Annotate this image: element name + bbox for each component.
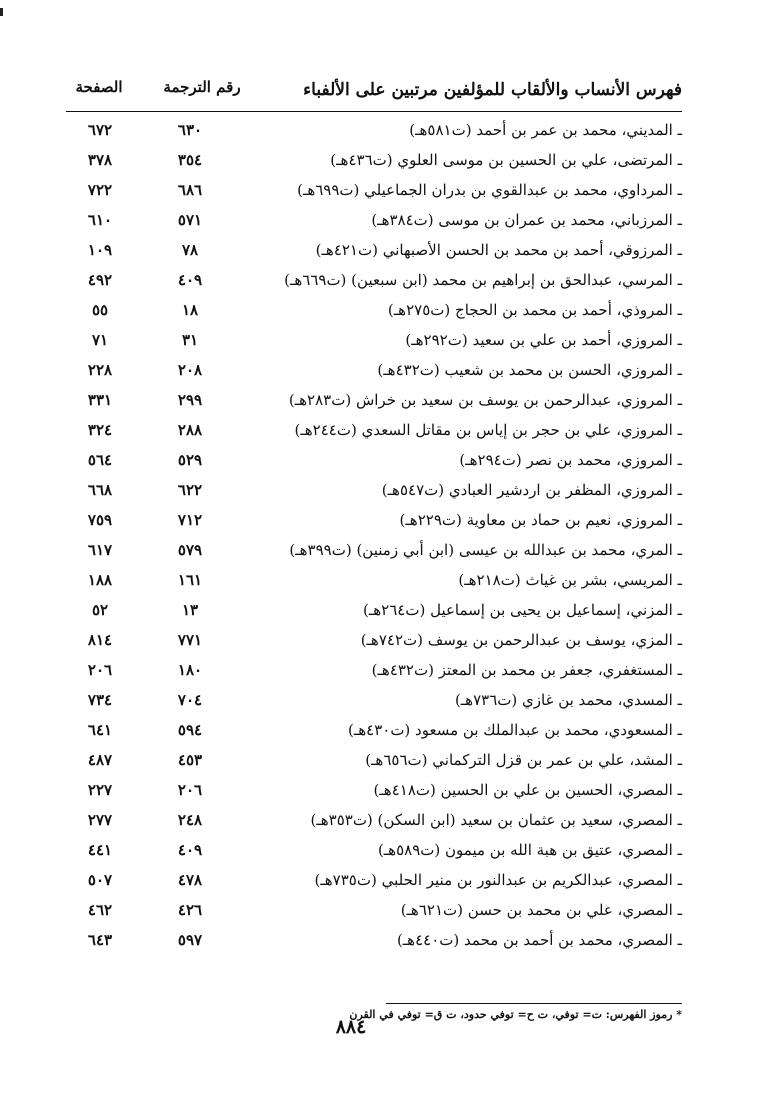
translation-number: ٤٧٨ [177, 871, 203, 889]
page-reference: ٤٤١ [87, 841, 113, 859]
translation-number: ٧١٢ [177, 511, 203, 529]
author-name: ـ المرداوي، محمد بن عبدالقوي بن بدران الجماعيلي (ت٦٩٩هـ) [297, 181, 682, 199]
author-name: ـ المروزي، أحمد بن علي بن سعيد (ت٢٩٢هـ) [405, 331, 682, 349]
translation-number: ٦٢٢ [177, 481, 203, 499]
table-row [66, 268, 682, 298]
page-reference: ٦١٧ [87, 541, 113, 559]
index-table-body [66, 118, 682, 958]
page-reference: ٢٢٨ [87, 361, 113, 379]
author-name: ـ المصري، عتيق بن هبة الله بن ميمون (ت٥٨٩هـ) [377, 841, 682, 859]
page-reference: ٣٣١ [87, 391, 113, 409]
table-row [66, 418, 682, 448]
page-reference: ٦٤١ [87, 721, 113, 739]
page-title: فهرس الأنساب والألقاب للمؤلفين مرتبين على الألفباء [303, 80, 682, 100]
footnote-rule [386, 1003, 682, 1004]
page-reference: ١٨٨ [87, 571, 113, 589]
column-header-translation-number: رقم الترجمة [163, 78, 241, 96]
author-name: ـ المروزي، عبدالرحمن بن يوسف بن سعيد بن خراش (ت٢٨٣هـ) [288, 391, 682, 409]
author-name: ـ المسعودي، محمد بن عبدالملك بن مسعود (ت٤٣٠هـ) [347, 721, 682, 739]
translation-number: ١٦١ [177, 571, 203, 589]
table-row [66, 928, 682, 958]
translation-number: ٣١ [181, 331, 199, 349]
page-reference: ٧٥٩ [87, 511, 113, 529]
author-name: ـ المصري، محمد بن أحمد بن محمد (ت٤٤٠هـ) [396, 931, 682, 949]
author-name: ـ المزني، إسماعيل بن يحيى بن إسماعيل (ت٢٦٤هـ) [363, 601, 682, 619]
scan-mark [0, 8, 3, 16]
page-reference: ٢٧٧ [87, 811, 113, 829]
translation-number: ٧٨ [181, 241, 199, 259]
table-row [66, 748, 682, 778]
page-reference: ٥٦٤ [87, 451, 113, 469]
page-reference: ١٠٩ [87, 241, 113, 259]
page-reference: ٤٦٢ [87, 901, 113, 919]
page-reference: ٦٦٨ [87, 481, 113, 499]
table-row [66, 718, 682, 748]
translation-number: ٦٨٦ [177, 181, 203, 199]
translation-number: ١٨ [181, 301, 199, 319]
table-row [66, 328, 682, 358]
table-row [66, 508, 682, 538]
translation-number: ٥٢٩ [177, 451, 203, 469]
author-name: ـ المروزي، نعيم بن حماد بن معاوية (ت٢٢٩هـ) [399, 511, 682, 529]
translation-number: ١٨٠ [177, 661, 203, 679]
author-name: ـ المروزي، علي بن حجر بن إياس بن مقاتل السعدي (ت٢٤٤هـ) [294, 421, 682, 439]
page-reference: ٨١٤ [87, 631, 113, 649]
page-reference: ٥٠٧ [87, 871, 113, 889]
translation-number: ٥٩٤ [177, 721, 203, 739]
translation-number: ٦٣٠ [177, 121, 203, 139]
translation-number: ٥٧٩ [177, 541, 203, 559]
table-row [66, 448, 682, 478]
table-row [66, 898, 682, 928]
translation-number: ٢٨٨ [177, 421, 203, 439]
table-row [66, 658, 682, 688]
translation-number: ٧٠٤ [177, 691, 203, 709]
author-name: ـ المروزي، محمد بن نصر (ت٢٩٤هـ) [459, 451, 682, 469]
translation-number: ٢٠٦ [177, 781, 203, 799]
translation-number: ٢٩٩ [177, 391, 203, 409]
page-reference: ٣٢٤ [87, 421, 113, 439]
page-reference: ٧١ [91, 331, 109, 349]
translation-number: ١٣ [181, 601, 199, 619]
author-name: ـ المصري، علي بن محمد بن حسن (ت٦٢١هـ) [400, 901, 682, 919]
author-name: ـ المزي، يوسف بن عبدالرحمن بن يوسف (ت٧٤٢هـ) [360, 631, 682, 649]
page-reference: ٧٣٤ [87, 691, 113, 709]
translation-number: ٤٥٣ [177, 751, 203, 769]
author-name: ـ المستغفري، جعفر بن محمد بن المعتز (ت٤٣٢هـ) [371, 661, 682, 679]
table-row [66, 868, 682, 898]
page-reference: ٤٩٢ [87, 271, 113, 289]
table-row [66, 148, 682, 178]
table-row [66, 598, 682, 628]
author-name: ـ المري، محمد بن عبدالله بن عيسى (ابن أبي زمنين) (ت٣٩٩هـ) [289, 541, 682, 559]
author-name: ـ المروذي، أحمد بن محمد بن الحجاج (ت٢٧٥هـ) [387, 301, 682, 319]
author-name: ـ المرسي، عبدالحق بن إبراهيم بن محمد (ابن سبعين) (ت٦٦٩هـ) [284, 271, 682, 289]
translation-number: ٤٢٦ [177, 901, 203, 919]
header-rule [66, 111, 682, 112]
table-row [66, 778, 682, 808]
author-name: ـ المرتضى، علي بن الحسين بن موسى العلوي (ت٤٣٦هـ) [330, 151, 682, 169]
table-row [66, 808, 682, 838]
table-row [66, 238, 682, 268]
column-header-page: الصفحة [75, 78, 123, 96]
page-reference: ٤٨٧ [87, 751, 113, 769]
author-name: ـ المسدي، محمد بن غازي (ت٧٣٦هـ) [454, 691, 682, 709]
author-name: ـ المروزي، الحسن بن محمد بن شعيب (ت٤٣٢هـ) [377, 361, 682, 379]
translation-number: ٤٠٩ [177, 271, 203, 289]
translation-number: ٣٥٤ [177, 151, 203, 169]
author-name: ـ المريسي، بشر بن غياث (ت٢١٨هـ) [458, 571, 682, 589]
author-name: ـ المصري، الحسين بن علي بن الحسين (ت٤١٨هـ) [373, 781, 682, 799]
author-name: ـ المرزباني، محمد بن عمران بن موسى (ت٣٨٤هـ) [371, 211, 682, 229]
table-row [66, 478, 682, 508]
translation-number: ٢٤٨ [177, 811, 203, 829]
translation-number: ٤٠٩ [177, 841, 203, 859]
page-number: ٨٨٤ [335, 1016, 367, 1038]
translation-number: ٥٧١ [177, 211, 203, 229]
table-row [66, 538, 682, 568]
page-reference: ٧٢٢ [87, 181, 113, 199]
translation-number: ٧٧١ [177, 631, 203, 649]
table-row [66, 568, 682, 598]
table-row [66, 208, 682, 238]
table-row [66, 688, 682, 718]
translation-number: ٥٩٧ [177, 931, 203, 949]
table-row [66, 358, 682, 388]
page-reference: ٥٢ [91, 601, 109, 619]
author-name: ـ المروزي، المظفر بن اردشير العبادي (ت٥٤٧هـ) [381, 481, 682, 499]
table-row [66, 298, 682, 328]
table-header [66, 74, 682, 108]
footnote: * رموز الفهرس: ت= توفي، ت ح= توفي حدود، ت ق= توفي في القرن [349, 1008, 682, 1021]
author-name: ـ المديني، محمد بن عمر بن أحمد (ت٥٨١هـ) [409, 121, 682, 139]
page-reference: ٢٠٦ [87, 661, 113, 679]
table-row [66, 118, 682, 148]
table-row [66, 388, 682, 418]
page-reference: ٦٧٢ [87, 121, 113, 139]
table-row [66, 178, 682, 208]
page-reference: ٢٢٧ [87, 781, 113, 799]
table-row [66, 838, 682, 868]
page-reference: ٥٥ [91, 301, 109, 319]
page-reference: ٦١٠ [87, 211, 113, 229]
author-name: ـ المصري، سعيد بن عثمان بن سعيد (ابن السكن) (ت٣٥٣هـ) [310, 811, 682, 829]
author-name: ـ المصري، عبدالكريم بن عبدالنور بن منير الحلبي (ت٧٣٥هـ) [314, 871, 682, 889]
page-reference: ٦٤٣ [87, 931, 113, 949]
translation-number: ٢٠٨ [177, 361, 203, 379]
table-row [66, 628, 682, 658]
author-name: ـ المرزوقي، أحمد بن محمد بن الحسن الأصبهاني (ت٤٢١هـ) [315, 241, 682, 259]
author-name: ـ المشد، علي بن عمر بن قزل التركماني (ت٦٥٦هـ) [365, 751, 682, 769]
page-reference: ٣٧٨ [87, 151, 113, 169]
